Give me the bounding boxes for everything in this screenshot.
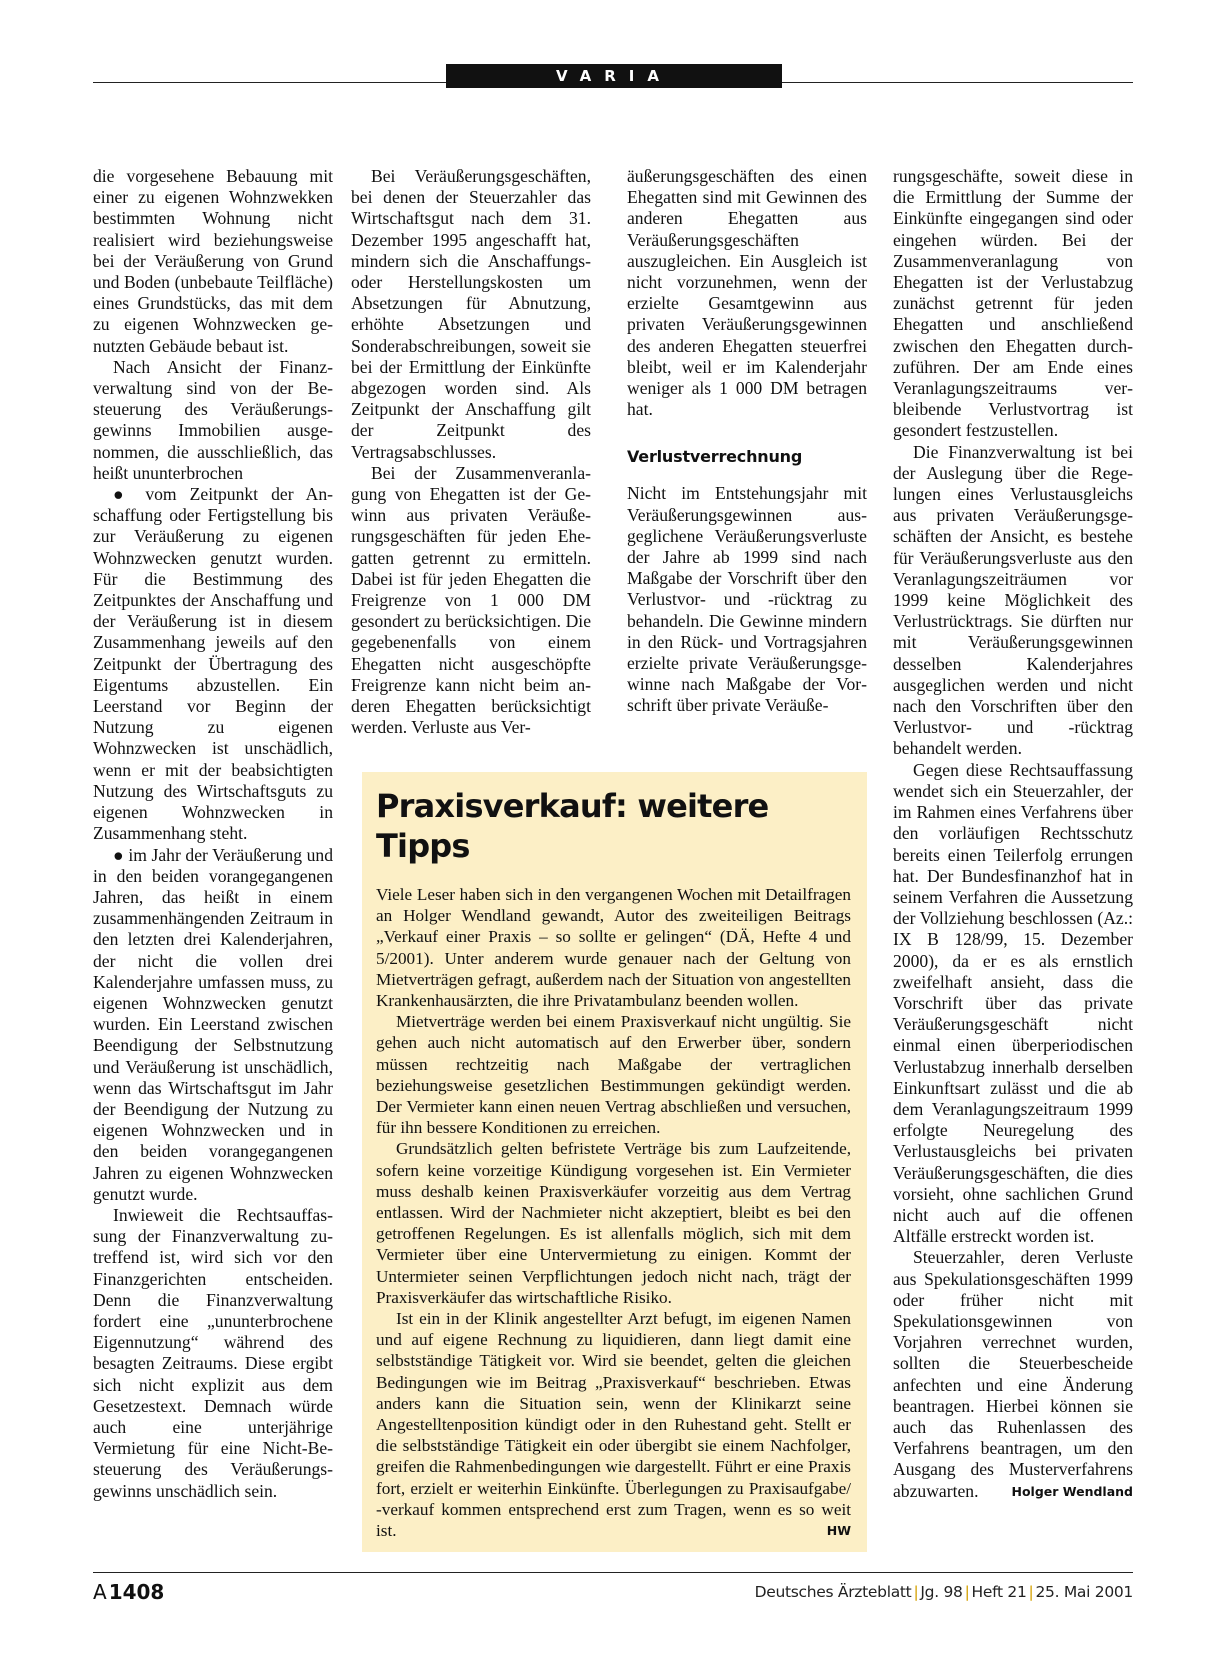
paragraph: die vorgesehene Bebauung mit einer zu eigenen Wohnzwekken bestimmten Wohnung nicht realisiert wird beziehungsweise bei der Veräußerung von Grund und Boden (unbebaute Teilfläche) eines Grundstücks, das mit dem zu eigenen Wohnzwecken genutzten Gebäude bebaut ist. — [93, 166, 333, 356]
paragraph — [376, 1308, 851, 1541]
paragraph: Nicht im Entstehungsjahr mit Veräußerungsgewinnen ausgeglichene Veräußerungsverluste der Jahre ab 1999 sind nach Maßgabe der Vorschrift über den Verlustvor- und -rücktrag zu behandeln. Die Gewinne mindern in den Rück- und Vortragsjahren erzielte private Veräußerungsgewinne nach Maßgabe der Vorschrift über private Veräuße- — [627, 483, 867, 716]
column-1 — [93, 166, 333, 1502]
column-3 — [627, 166, 867, 717]
separator: | — [964, 1583, 970, 1601]
paragraph: Nach Ansicht der Finanzverwaltung sind von der Besteuerung des Veräußerungsgewinns Immobilien ausgenommen, die ausschließlich, das heißt ununterbrochen — [93, 356, 333, 483]
separator: | — [913, 1583, 919, 1601]
column-2 — [351, 166, 591, 738]
info-box — [362, 772, 867, 1552]
paragraph: Viele Leser haben sich in den vergangenen Wochen mit Detailfragen an Holger Wendland gewandt, Autor des zweiteiligen Beitrags „Verkauf einer Praxis – so sollte er gelingen“ (DÄ, Hefte 4 und 5/2001). Unter anderem wurde genauer nach der Geltung von Mietverträgen gefragt, außerdem nach der Situation von angestellten Krankenhausärzten, die ihre Privatambulanz beenden wollen. — [376, 885, 851, 1011]
separator: | — [1028, 1583, 1034, 1601]
paragraph-text: Steuerzahler, deren Verluste aus Spekulationsgeschäften 1999 oder früher nicht mit Spekulationsgewinnen von Vorjahren verrechnet wurden, sollten die Steuerbescheide anfechten und eine Änderung beantragen. Hierbei können sie auch das Ruhenlassen des Verfahrens beantragen, um den Ausgang des Musterverfahrens abzuwarten. — [893, 1247, 1133, 1501]
box-title: Praxisverkauf: weitere Tipps — [376, 787, 769, 865]
bullet-paragraph: ● im Jahr der Veräußerung und in den beiden vorangegangenen Jahren, das heißt in einem zusammenhängenden Zeitraum in den letzten drei Kalenderjahren, der nicht die vollen drei Kalenderjahre umfassen muss, zu eigenen Wohnzwecken genutzt wurden. Ein Leerstand zwischen Beendigung der Selbstnutzung und Veräußerung ist unschädlich, wenn das Wirtschaftsgut im Jahr der Beendigung der Nutzung zu eigenen Wohnzwecken und in den beiden vorangegangenen Jahren zu eigenen Wohnzwecken genutzt wurde. — [93, 844, 333, 1204]
bullet-paragraph: ● vom Zeitpunkt der Anschaffung oder Fertigstellung bis zur Veräußerung zu eigenen Wohnzwecken genutzt wurden. Für die Bestimmung des Zeitpunktes der Anschaffung und der Veräußerung ist in diesem Zusammenhang jeweils auf den Zeitpunkt der Übertragung des Eigentums abzustellen. Ein Leerstand vor Beginn der Nutzung zu eigenen Wohnzwecken ist unschädlich, wenn er mit der beabsichtigten Nutzung des Wirtschaftsguts zu eigenen Wohnzwecken in Zusammenhang steht. — [93, 484, 333, 844]
paragraph: Grundsätzlich gelten befristete Verträge bis zum Laufzeitende, sofern keine vorzeitige Kündigung vorgesehen ist. Ein Vermieter muss deshalb keinen Praxisverkäufer vorzeitig aus dem Vertrag entlassen. Wird der Nachmieter nicht akzeptiert, bleibt es bei den getroffenen Regelungen. Es ist allenfalls möglich, sich mit dem Vermieter über eine Untervermietung zu einigen. Kommt der Untermieter seinen Verpflichtungen jedoch nicht nach, trägt der Praxisverkäufer das wirtschaftliche Risiko. — [376, 1139, 851, 1307]
journal-date: 25. Mai 2001 — [1035, 1583, 1133, 1601]
bottom-rule — [93, 1572, 1133, 1573]
page-prefix: A — [93, 1580, 107, 1604]
journal-name: Deutsches Ärzteblatt — [754, 1583, 912, 1601]
paragraph-text: Ist ein in der Klinik angestellter Arzt befugt, im eigenen Namen und auf eigene Rechnung zu liquidieren, dann liegt damit eine selbstständige Tätigkeit vor. Wird sie beendet, gelten die gleichen Bedingungen wie im Beitrag „Praxisverkauf“ beschrieben. Etwas anders kann die Situation sein, wenn der Klinikarzt seine Angestelltenposition kündigt oder in den Ruhestand geht. Stellt er die selbstständige Tätigkeit ein oder übergibt sie einem Nachfolger, greifen die Rahmenbedingungen wie dargestellt. Führt er eine Praxis fort, erzielt er weiterhin Einkünfte. Überlegungen zu Praxisaufgabe/ -verkauf kommen entsprechend erst zum Tragen, wenn es so weit ist. — [376, 1309, 851, 1541]
paragraph: Gegen diese Rechtsauffassung wendet sich ein Steuerzahler, der im Rahmen eines Verfahrens über den vorläufigen Rechtsschutz bereits einen Teilerfolg errungen hat. Der Bundesfinanzhof hat in seinem Verfahren die Aussetzung der Vollziehung beschlossen (Az.: IX B 128/99, 15. Dezember 2000), da er es als ernstlich zweifelhaft ansieht, dass die Vorschrift über das private Veräußerungsgeschäft nicht einmal einen überperiodischen Verlustabzug innerhalb derselben Einkunftsart zulässt und die ab dem Veranlagungszeitraum 1999 erfolgte Neuregelung des Verlustausgleichs bei privaten Veräußerungsgeschäften, die dies vorsieht, ohne sachlichen Grund nicht auch auf die offenen Altfälle erstreckt worden ist. — [893, 759, 1133, 1247]
paragraph: Bei Veräußerungsgeschäften, bei denen der Steuerzahler das Wirtschaftsgut nach dem 31. Dezember 1995 angeschafft hat, mindern sich die Anschaffungs- oder Herstellungskosten um Absetzungen für Abnutzung, erhöhte Absetzungen und Sonderabschreibungen, soweit sie bei der Ermittlung der Einkünfte abgezogen worden sind. Als Zeitpunkt der Anschaffung gilt der Zeitpunkt des Vertragsabschlusses. — [351, 166, 591, 462]
page-number-value: 1408 — [108, 1580, 165, 1604]
journal-volume: Jg. 98 — [920, 1583, 963, 1601]
paragraph: äußerungsgeschäften des einen Ehegatten sind mit Gewinnen des anderen Ehegatten aus Veräußerungsgeschäften auszugleichen. Ein Ausgleich ist nicht vorzunehmen, wenn der erzielte Gesamtgewinn aus privaten Veräußerungsgewinnen des anderen Ehegatten steuerfrei bleibt, weil er im Kalenderjahr weniger als 1 000 DM betragen hat. — [627, 166, 867, 420]
journal-info — [755, 1583, 1133, 1601]
footer — [93, 1580, 1133, 1610]
column-4 — [893, 166, 1133, 1502]
section-heading: Verlustverrechnung — [627, 447, 803, 467]
author-initials: HW — [826, 1523, 851, 1539]
paragraph: Bei der Zusammenveranlagung von Ehegatten ist der Gewinn aus privaten Veräußerungsgeschäften für jeden Ehegatten getrennt zu ermitteln. Dabei ist für jeden Ehegatten die Freigrenze von 1 000 DM gesondert zu berücksichtigen. Die gegebenenfalls von einem Ehegatten nicht ausgeschöpfte Freigrenze kann nicht beim anderen Ehegatten berücksichtigt werden. Verluste aus Ver- — [351, 462, 591, 738]
page-number — [93, 1580, 164, 1604]
paragraph: rungsgeschäfte, soweit diese in die Ermittlung der Summe der Einkünfte eingegangen sind oder eingehen würden. Bei der Zusammenveranlagung von Ehegatten ist der Verlustabzug zunächst getrennt für jeden Ehegatten und anschließend zwischen den Ehegatten durchzuführen. Der am Ende eines Veranlagungszeitraums verbleibende Verlustvortrag ist gesondert festzustellen. — [893, 166, 1133, 441]
paragraph — [893, 1247, 1133, 1501]
paragraph: Mietverträge werden bei einem Praxisverkauf nicht ungültig. Sie gehen auch nicht automatisch auf den Erwerber über, sondern müssen rechtzeitig nach Maßgabe der vertraglichen beziehungsweise gesetzlichen Bestimmungen gekündigt werden. Der Vermieter kann einen neuen Vertrag abschließen und versuchen, für ihn bessere Konditionen zu erreichen. — [376, 1012, 851, 1138]
author-signature: Holger Wendland — [1011, 1483, 1133, 1499]
paragraph: Die Finanzverwaltung ist bei der Auslegung über die Regelungen eines Verlustausgleichs aus privaten Veräußerungsgeschäften der Ansicht, es bestehe für Veräußerungsverluste aus den Veranlagungszeiträumen vor 1999 keine Möglichkeit des Verlustrücktrags. Sie dürften nur mit Veräußerungsgewinnen desselben Kalenderjahres ausgeglichen werden und nicht nach den Vorschriften über den Verlustvor- und -rücktrag behandelt werden. — [893, 441, 1133, 759]
journal-issue: Heft 21 — [971, 1583, 1027, 1601]
paragraph: Inwieweit die Rechtsauffassung der Finanzverwaltung zutreffend ist, wird sich vor den Finanzgerichten entscheiden. Denn die Finanzverwaltung fordert eine „ununterbrochene Eigennutzung“ während des besagten Zeitraums. Diese ergibt sich nicht explizit aus dem Gesetzestext. Demnach würde auch eine unterjährige Vermietung für eine Nicht-Besteuerung des Veräußerungsgewinns unschädlich sein. — [93, 1204, 333, 1501]
box-body — [376, 884, 851, 1541]
section-header: VARIA — [446, 64, 782, 88]
